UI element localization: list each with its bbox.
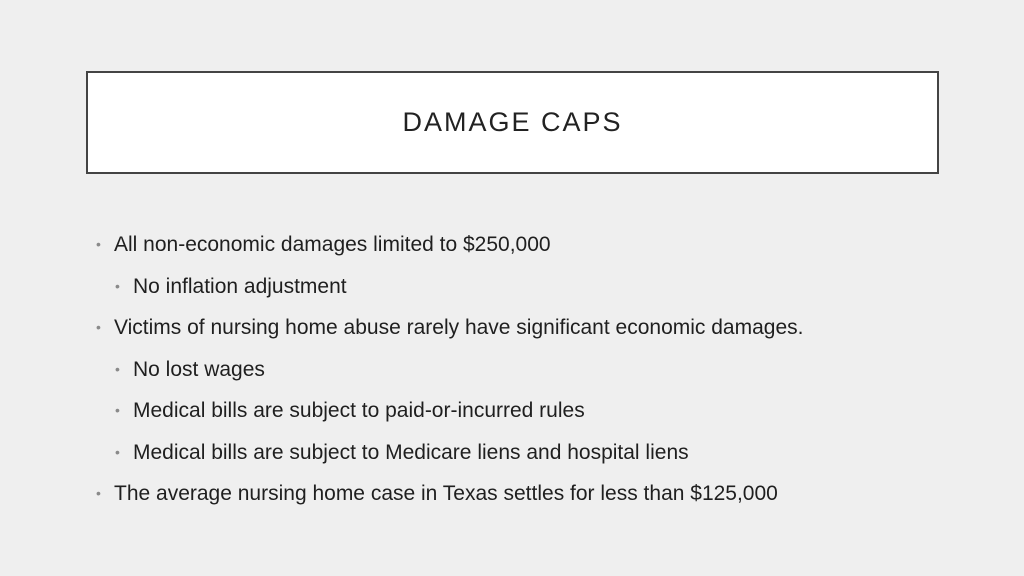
bullet-item xyxy=(96,473,956,515)
title-box xyxy=(86,71,939,174)
slide-title: DAMAGE CAPS xyxy=(402,107,623,137)
bullet-text: All non-economic damages limited to $250,000 xyxy=(114,233,551,256)
bullet-text: Medical bills are subject to Medicare liens and hospital liens xyxy=(133,440,689,464)
sub-bullet-item xyxy=(96,432,956,474)
bullet-dot-icon: • xyxy=(96,236,101,252)
bullet-dot-icon: • xyxy=(115,277,120,294)
bullet-text: Victims of nursing home abuse rarely have significant economic damages. xyxy=(114,316,804,339)
sub-bullet-item xyxy=(96,349,956,391)
bullet-dot-icon: • xyxy=(115,443,120,460)
sub-bullet-item xyxy=(96,390,956,432)
bullet-dot-icon: • xyxy=(96,485,101,501)
bullet-list xyxy=(96,224,956,515)
bullet-text: Medical bills are subject to paid-or-incurred rules xyxy=(133,399,585,422)
bullet-text: The average nursing home case in Texas settles for less than $125,000 xyxy=(114,482,778,505)
bullet-dot-icon: • xyxy=(115,402,120,418)
bullet-item xyxy=(96,307,956,349)
bullet-text: No inflation adjustment xyxy=(133,274,347,298)
bullet-dot-icon: • xyxy=(115,360,120,377)
sub-bullet-item xyxy=(96,266,956,308)
bullet-dot-icon: • xyxy=(96,319,101,335)
bullet-item xyxy=(96,224,956,266)
bullet-text: No lost wages xyxy=(133,357,265,381)
